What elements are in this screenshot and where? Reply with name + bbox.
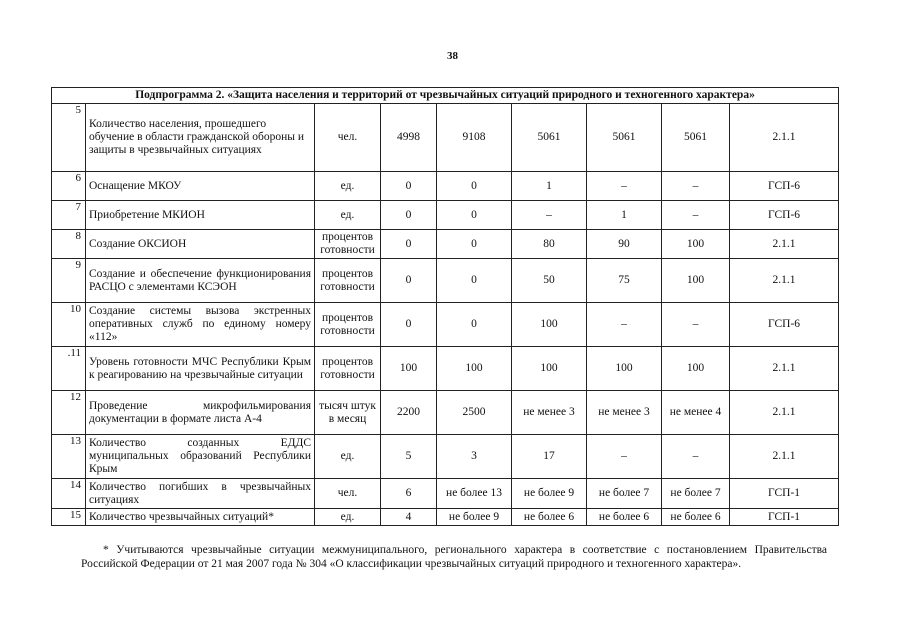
indicator-name: Количество погибших в чрезвычайных ситуациях <box>86 479 315 509</box>
table-row <box>52 347 839 391</box>
indicator-name: Создание системы вызова экстренных оперативных служб по единому номеру «112» <box>86 303 315 347</box>
row-number: 7 <box>52 201 86 230</box>
value-cell: не более 13 <box>437 479 512 509</box>
table-row <box>52 509 839 526</box>
value-cell: не более 7 <box>662 479 730 509</box>
value-cell: 5061 <box>662 104 730 172</box>
value-cell: 100 <box>662 259 730 303</box>
value-cell: 2500 <box>437 391 512 435</box>
value-cell: 0 <box>437 230 512 259</box>
indicator-name: Количество созданных ЕДДС муниципальных образований Республики Крым <box>86 435 315 479</box>
value-cell: – <box>662 172 730 201</box>
row-number: 13 <box>52 435 86 479</box>
unit-cell: ед. <box>315 172 381 201</box>
unit-cell: процентов готовности <box>315 259 381 303</box>
code-cell: 2.1.1 <box>730 230 839 259</box>
value-cell: 100 <box>437 347 512 391</box>
value-cell: 100 <box>512 303 587 347</box>
value-cell: 6 <box>381 479 437 509</box>
value-cell: не более 9 <box>437 509 512 526</box>
value-cell: – <box>587 172 662 201</box>
value-cell: 0 <box>381 303 437 347</box>
value-cell: 3 <box>437 435 512 479</box>
value-cell: 100 <box>381 347 437 391</box>
table-row <box>52 172 839 201</box>
indicator-name: Количество чрезвычайных ситуаций* <box>86 509 315 526</box>
unit-cell: ед. <box>315 435 381 479</box>
indicator-name: Проведение микрофильмирования документации в формате листа А-4 <box>86 391 315 435</box>
table-row <box>52 391 839 435</box>
value-cell: 1 <box>512 172 587 201</box>
indicator-name: Создание ОКСИОН <box>86 230 315 259</box>
row-number: 12 <box>52 391 86 435</box>
table-row <box>52 201 839 230</box>
row-number: 9 <box>52 259 86 303</box>
value-cell: – <box>662 435 730 479</box>
unit-cell: чел. <box>315 104 381 172</box>
value-cell: не менее 3 <box>587 391 662 435</box>
value-cell: не более 6 <box>662 509 730 526</box>
unit-cell: чел. <box>315 479 381 509</box>
value-cell: 5061 <box>587 104 662 172</box>
value-cell: 100 <box>662 230 730 259</box>
subprogram-title: Подпрограмма 2. «Защита населения и территорий от чрезвычайных ситуаций природного и техногенного характера» <box>52 88 839 104</box>
table-row <box>52 303 839 347</box>
code-cell: ГСП-1 <box>730 509 839 526</box>
value-cell: 100 <box>512 347 587 391</box>
value-cell: 75 <box>587 259 662 303</box>
code-cell: ГСП-6 <box>730 303 839 347</box>
value-cell: 80 <box>512 230 587 259</box>
unit-cell: процентов готовности <box>315 303 381 347</box>
table-row <box>52 479 839 509</box>
unit-cell: процентов готовности <box>315 347 381 391</box>
value-cell: 90 <box>587 230 662 259</box>
unit-cell: ед. <box>315 509 381 526</box>
row-number: .11 <box>52 347 86 391</box>
value-cell: 9108 <box>437 104 512 172</box>
code-cell: ГСП-6 <box>730 172 839 201</box>
value-cell: 0 <box>381 172 437 201</box>
subprogram-header-row <box>52 88 839 104</box>
value-cell: не более 6 <box>587 509 662 526</box>
value-cell: не более 9 <box>512 479 587 509</box>
value-cell: 4 <box>381 509 437 526</box>
code-cell: 2.1.1 <box>730 104 839 172</box>
indicators-table <box>51 87 839 526</box>
row-number: 5 <box>52 104 86 172</box>
value-cell: 0 <box>381 230 437 259</box>
unit-cell: ед. <box>315 201 381 230</box>
value-cell: 0 <box>381 201 437 230</box>
value-cell: 0 <box>437 259 512 303</box>
value-cell: 100 <box>587 347 662 391</box>
row-number: 6 <box>52 172 86 201</box>
value-cell: не менее 3 <box>512 391 587 435</box>
indicator-name: Количество населения, прошедшего обучение в области гражданской обороны и защиты в чрезвычайных ситуациях <box>86 104 315 172</box>
value-cell: 2200 <box>381 391 437 435</box>
value-cell: – <box>662 201 730 230</box>
value-cell: 50 <box>512 259 587 303</box>
table-row <box>52 435 839 479</box>
row-number: 14 <box>52 479 86 509</box>
code-cell: 2.1.1 <box>730 259 839 303</box>
table-row <box>52 104 839 172</box>
code-cell: ГСП-1 <box>730 479 839 509</box>
row-number: 15 <box>52 509 86 526</box>
value-cell: 4998 <box>381 104 437 172</box>
value-cell: 0 <box>437 172 512 201</box>
code-cell: 2.1.1 <box>730 347 839 391</box>
table-row <box>52 230 839 259</box>
indicator-name: Создание и обеспечение функционирования РАСЦО с элементами КСЭОН <box>86 259 315 303</box>
value-cell: 100 <box>662 347 730 391</box>
value-cell: – <box>587 435 662 479</box>
value-cell: – <box>587 303 662 347</box>
table-row <box>52 259 839 303</box>
footnote: * Учитываются чрезвычайные ситуации межмуниципального, регионального характера в соответствие с постановлением Правительства Российской Федерации от 21 мая 2007 года № 304 «О классификации чрезвычайных ситуаций природного и техногенного характера». <box>81 544 827 570</box>
value-cell: – <box>662 303 730 347</box>
indicator-name: Оснащение МКОУ <box>86 172 315 201</box>
value-cell: – <box>512 201 587 230</box>
value-cell: 1 <box>587 201 662 230</box>
value-cell: не более 7 <box>587 479 662 509</box>
row-number: 10 <box>52 303 86 347</box>
code-cell: ГСП-6 <box>730 201 839 230</box>
value-cell: 0 <box>437 303 512 347</box>
unit-cell: процентов готовности <box>315 230 381 259</box>
unit-cell: тысяч штук в месяц <box>315 391 381 435</box>
indicator-name: Приобретение МКИОН <box>86 201 315 230</box>
value-cell: 17 <box>512 435 587 479</box>
row-number: 8 <box>52 230 86 259</box>
value-cell: 5061 <box>512 104 587 172</box>
code-cell: 2.1.1 <box>730 391 839 435</box>
code-cell: 2.1.1 <box>730 435 839 479</box>
page-number: 38 <box>447 50 458 62</box>
value-cell: 5 <box>381 435 437 479</box>
indicator-name: Уровень готовности МЧС Республики Крым к реагированию на чрезвычайные ситуации <box>86 347 315 391</box>
value-cell: не более 6 <box>512 509 587 526</box>
value-cell: 0 <box>437 201 512 230</box>
value-cell: не менее 4 <box>662 391 730 435</box>
value-cell: 0 <box>381 259 437 303</box>
